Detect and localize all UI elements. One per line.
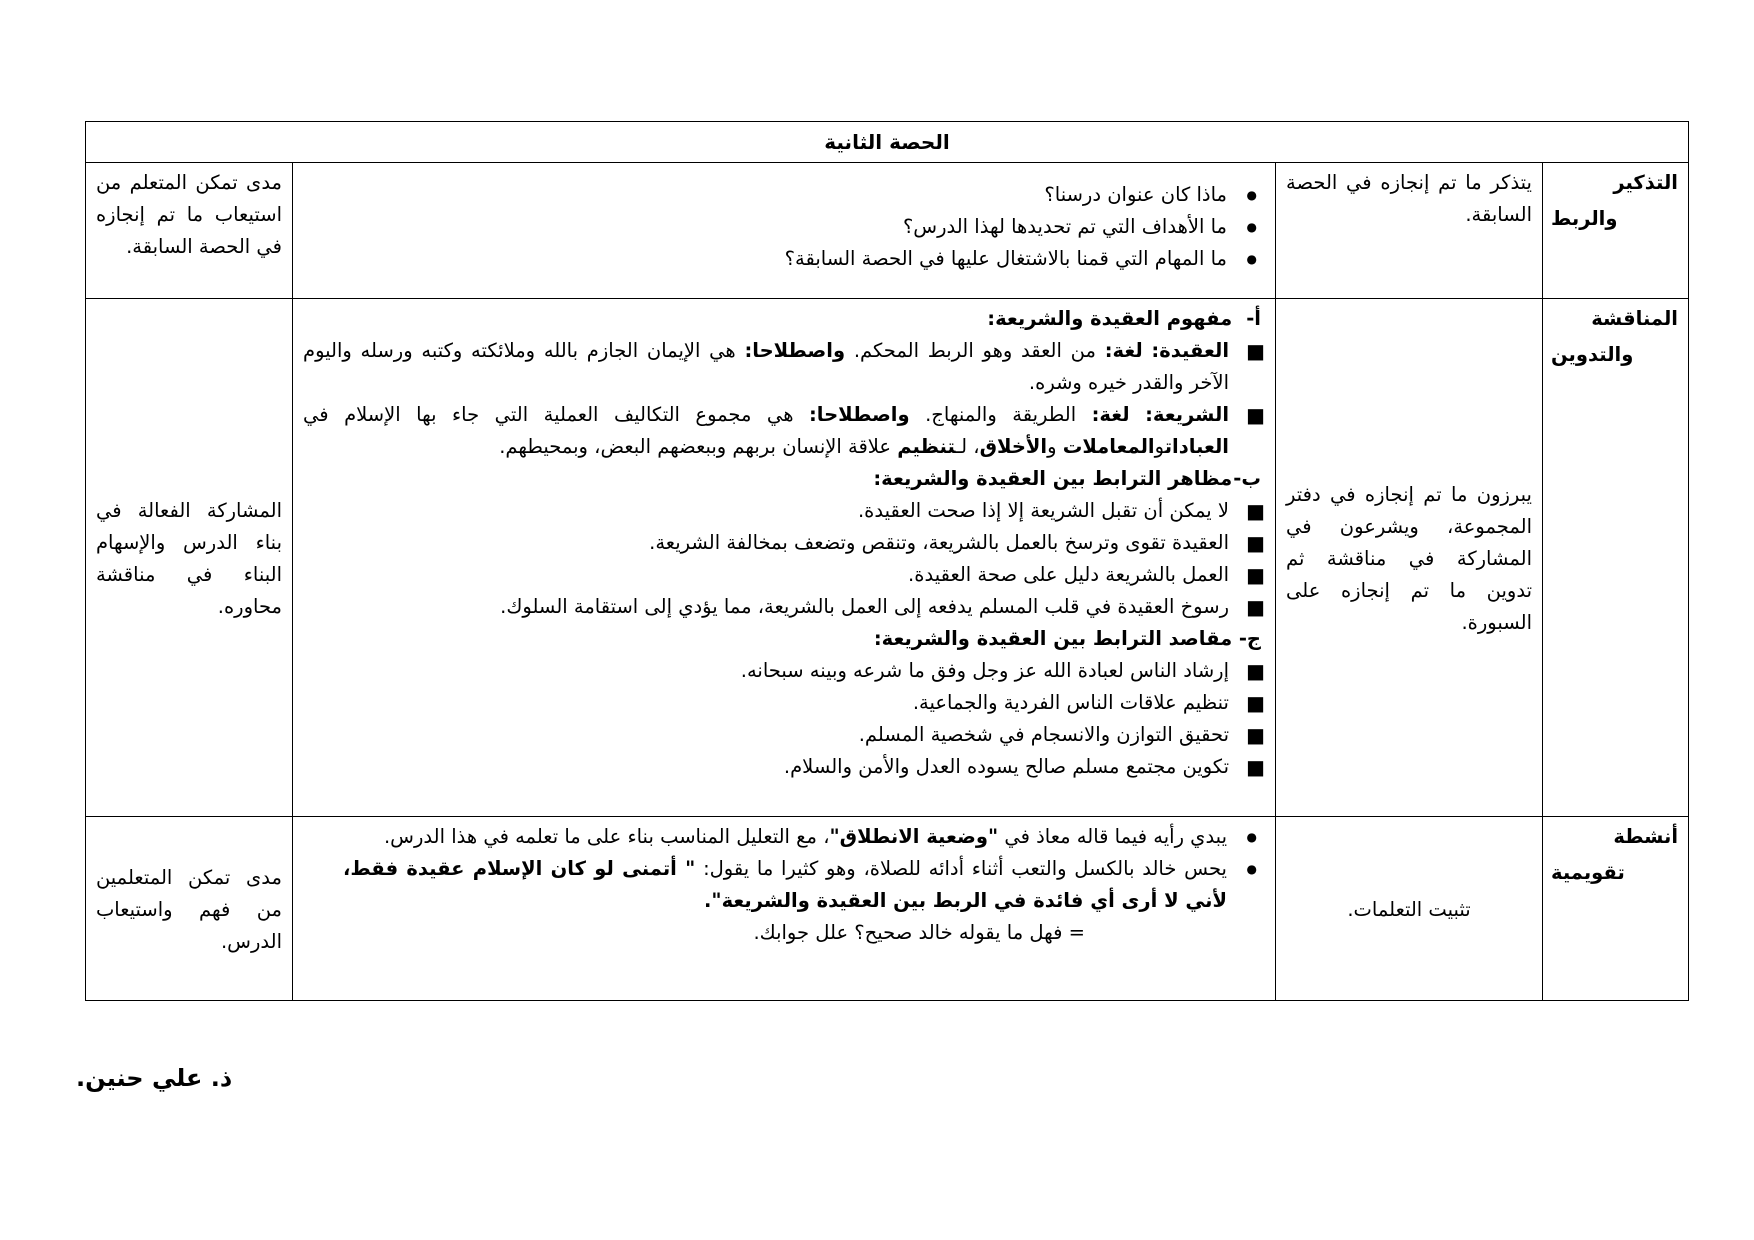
- list-item: [303, 399, 1237, 463]
- definition-text: من العقد وهو الربط المحكم.: [853, 339, 1096, 362]
- term-label: واصطلاحا:: [808, 403, 910, 426]
- content-cell: [293, 817, 1276, 1001]
- section-heading-c: [303, 623, 1265, 655]
- content-cell: [293, 299, 1276, 817]
- section-heading-b: [303, 463, 1265, 495]
- activity-cell: يتذكر ما تم إنجازه في الحصة السابقة.: [1276, 163, 1543, 299]
- list-item: [303, 335, 1237, 399]
- section-heading-a: [303, 303, 1265, 335]
- session-title: الحصة الثانية: [85, 122, 1688, 163]
- assessment-tasks: [303, 821, 1265, 917]
- section-mark: ب-: [1233, 467, 1261, 490]
- task-text: يحس خالد بالكسل والتعب أثناء أدائه للصلاة، وهو كثيرا ما يقول:: [703, 857, 1227, 880]
- stage-line-2: والربط: [1551, 207, 1618, 230]
- list-item: ■ تكوين مجتمع مسلم صالح يسوده العدل والأمن والسلام.: [303, 751, 1237, 783]
- keyword: العبادات: [1164, 435, 1229, 458]
- list-item: [343, 821, 1245, 853]
- task-emphasis: " أتمنى لو كان الإسلام عقيدة فقط، لأني لا أرى أي فائدة في الربط بين العقيدة والشريعة".: [343, 857, 1227, 912]
- list-item: [343, 853, 1245, 917]
- title-row: [85, 122, 1688, 163]
- section-title: مفهوم العقيدة والشريعة:: [987, 307, 1233, 330]
- list-item: ■ إرشاد الناس لعبادة الله عز وجل وفق ما شرعه وبينه سبحانه.: [303, 655, 1237, 687]
- list-item: ● ماذا كان عنوان درسنا؟: [303, 179, 1245, 211]
- activity-cell: يبرزون ما تم إنجازه في دفتر المجموعة، ويشرعون في المشاركة في مناقشة ثم تدوين ما تم إنجازه على السبورة.: [1276, 299, 1543, 817]
- section-title: مقاصد الترابط بين العقيدة والشريعة:: [873, 627, 1233, 650]
- question-line: = فهل ما يقوله خالد صحيح؟ علل جوابك.: [753, 921, 1085, 944]
- list-item: ● ما المهام التي قمنا بالاشتغال عليها في الحصة السابقة؟: [303, 243, 1245, 275]
- table-row: [85, 299, 1688, 817]
- purposes-list: [303, 655, 1265, 783]
- evaluation-cell: مدى تمكن المتعلم من استيعاب ما تم إنجازه في الحصة السابقة.: [85, 163, 292, 299]
- task-text: يبدي رأيه فيما قاله معاذ في: [1004, 825, 1227, 848]
- list-item: ■ رسوخ العقيدة في قلب المسلم يدفعه إلى العمل بالشريعة، مما يؤدي إلى استقامة السلوك.: [303, 591, 1237, 623]
- content-cell: [293, 163, 1276, 299]
- list-item: ■ تحقيق التوازن والانسجام في شخصية المسلم.: [303, 719, 1237, 751]
- section-title: مظاهر الترابط بين العقيدة والشريعة:: [873, 467, 1233, 490]
- section-mark: أ-: [1246, 307, 1261, 330]
- activity-cell: تثبيت التعلمات.: [1276, 817, 1543, 1001]
- term-label: واصطلاحا:: [744, 339, 846, 362]
- lesson-table: [85, 121, 1689, 1001]
- connector: ، لـ: [955, 435, 980, 458]
- definitions-list: [303, 335, 1265, 463]
- task-emphasis: "وضعية الانطلاق": [829, 825, 999, 848]
- list-item: ■ العقيدة تقوى وترسخ بالعمل بالشريعة، وتنقص وتضعف بمخالفة الشريعة.: [303, 527, 1237, 559]
- definition-text: علاقة الإنسان بربهم وببعضهم البعض، وبمحيطهم.: [499, 435, 892, 458]
- keyword: تنظيم: [897, 435, 956, 458]
- task-text: ، مع التعليل المناسب بناء على ما تعلمه في هذا الدرس.: [383, 825, 830, 848]
- term: الشريعة:: [1145, 403, 1230, 426]
- stage-line-1: التذكير: [1613, 171, 1678, 194]
- author-signature: ذ. علي حنين.: [76, 1064, 233, 1092]
- list-item: ■ لا يمكن أن تقبل الشريعة إلا إذا صحت العقيدة.: [303, 495, 1237, 527]
- evaluation-cell: مدى تمكن المتعلمين من فهم واستيعاب الدرس.: [85, 817, 292, 1001]
- list-item: ● ما الأهداف التي تم تحديدها لهذا الدرس؟: [303, 211, 1245, 243]
- stage-cell: [1543, 817, 1689, 1001]
- lesson-page: [86, 121, 1689, 1001]
- definition-text: هي مجموع التكاليف العملية التي جاء بها الإسلام في: [303, 403, 794, 426]
- table-row: [85, 817, 1688, 1001]
- term-label: لغة:: [1104, 339, 1143, 362]
- stage-line-1: المناقشة: [1591, 307, 1678, 330]
- links-list: [303, 495, 1265, 623]
- keyword: المعاملات: [1062, 435, 1155, 458]
- connector: و: [1047, 435, 1057, 458]
- stage-cell: [1543, 299, 1689, 817]
- term: العقيدة:: [1151, 339, 1230, 362]
- term-label: لغة:: [1091, 403, 1130, 426]
- keyword: الأخلاق: [979, 435, 1048, 458]
- table-row: [85, 163, 1688, 299]
- stage-line-2: والتدوين: [1551, 343, 1634, 366]
- section-mark: ج-: [1238, 627, 1261, 650]
- review-questions: [303, 179, 1265, 275]
- stage-line-2: تقويمية: [1551, 861, 1625, 884]
- stage-line-1: أنشطة: [1613, 825, 1678, 848]
- list-item: ■ تنظيم علاقات الناس الفردية والجماعية.: [303, 687, 1237, 719]
- evaluation-cell: المشاركة الفعالة في بناء الدرس والإسهام البناء في مناقشة محاوره.: [85, 299, 292, 817]
- list-item: ■ العمل بالشريعة دليل على صحة العقيدة.: [303, 559, 1237, 591]
- definition-text: الطريقة والمنهاج.: [925, 403, 1077, 426]
- definition-text: هي الإيمان الجازم بالله وملائكته وكتبه ورسله واليوم الآخر والقدر خيره وشره.: [303, 339, 1229, 394]
- stage-cell: [1543, 163, 1689, 299]
- connector: و: [1154, 435, 1165, 458]
